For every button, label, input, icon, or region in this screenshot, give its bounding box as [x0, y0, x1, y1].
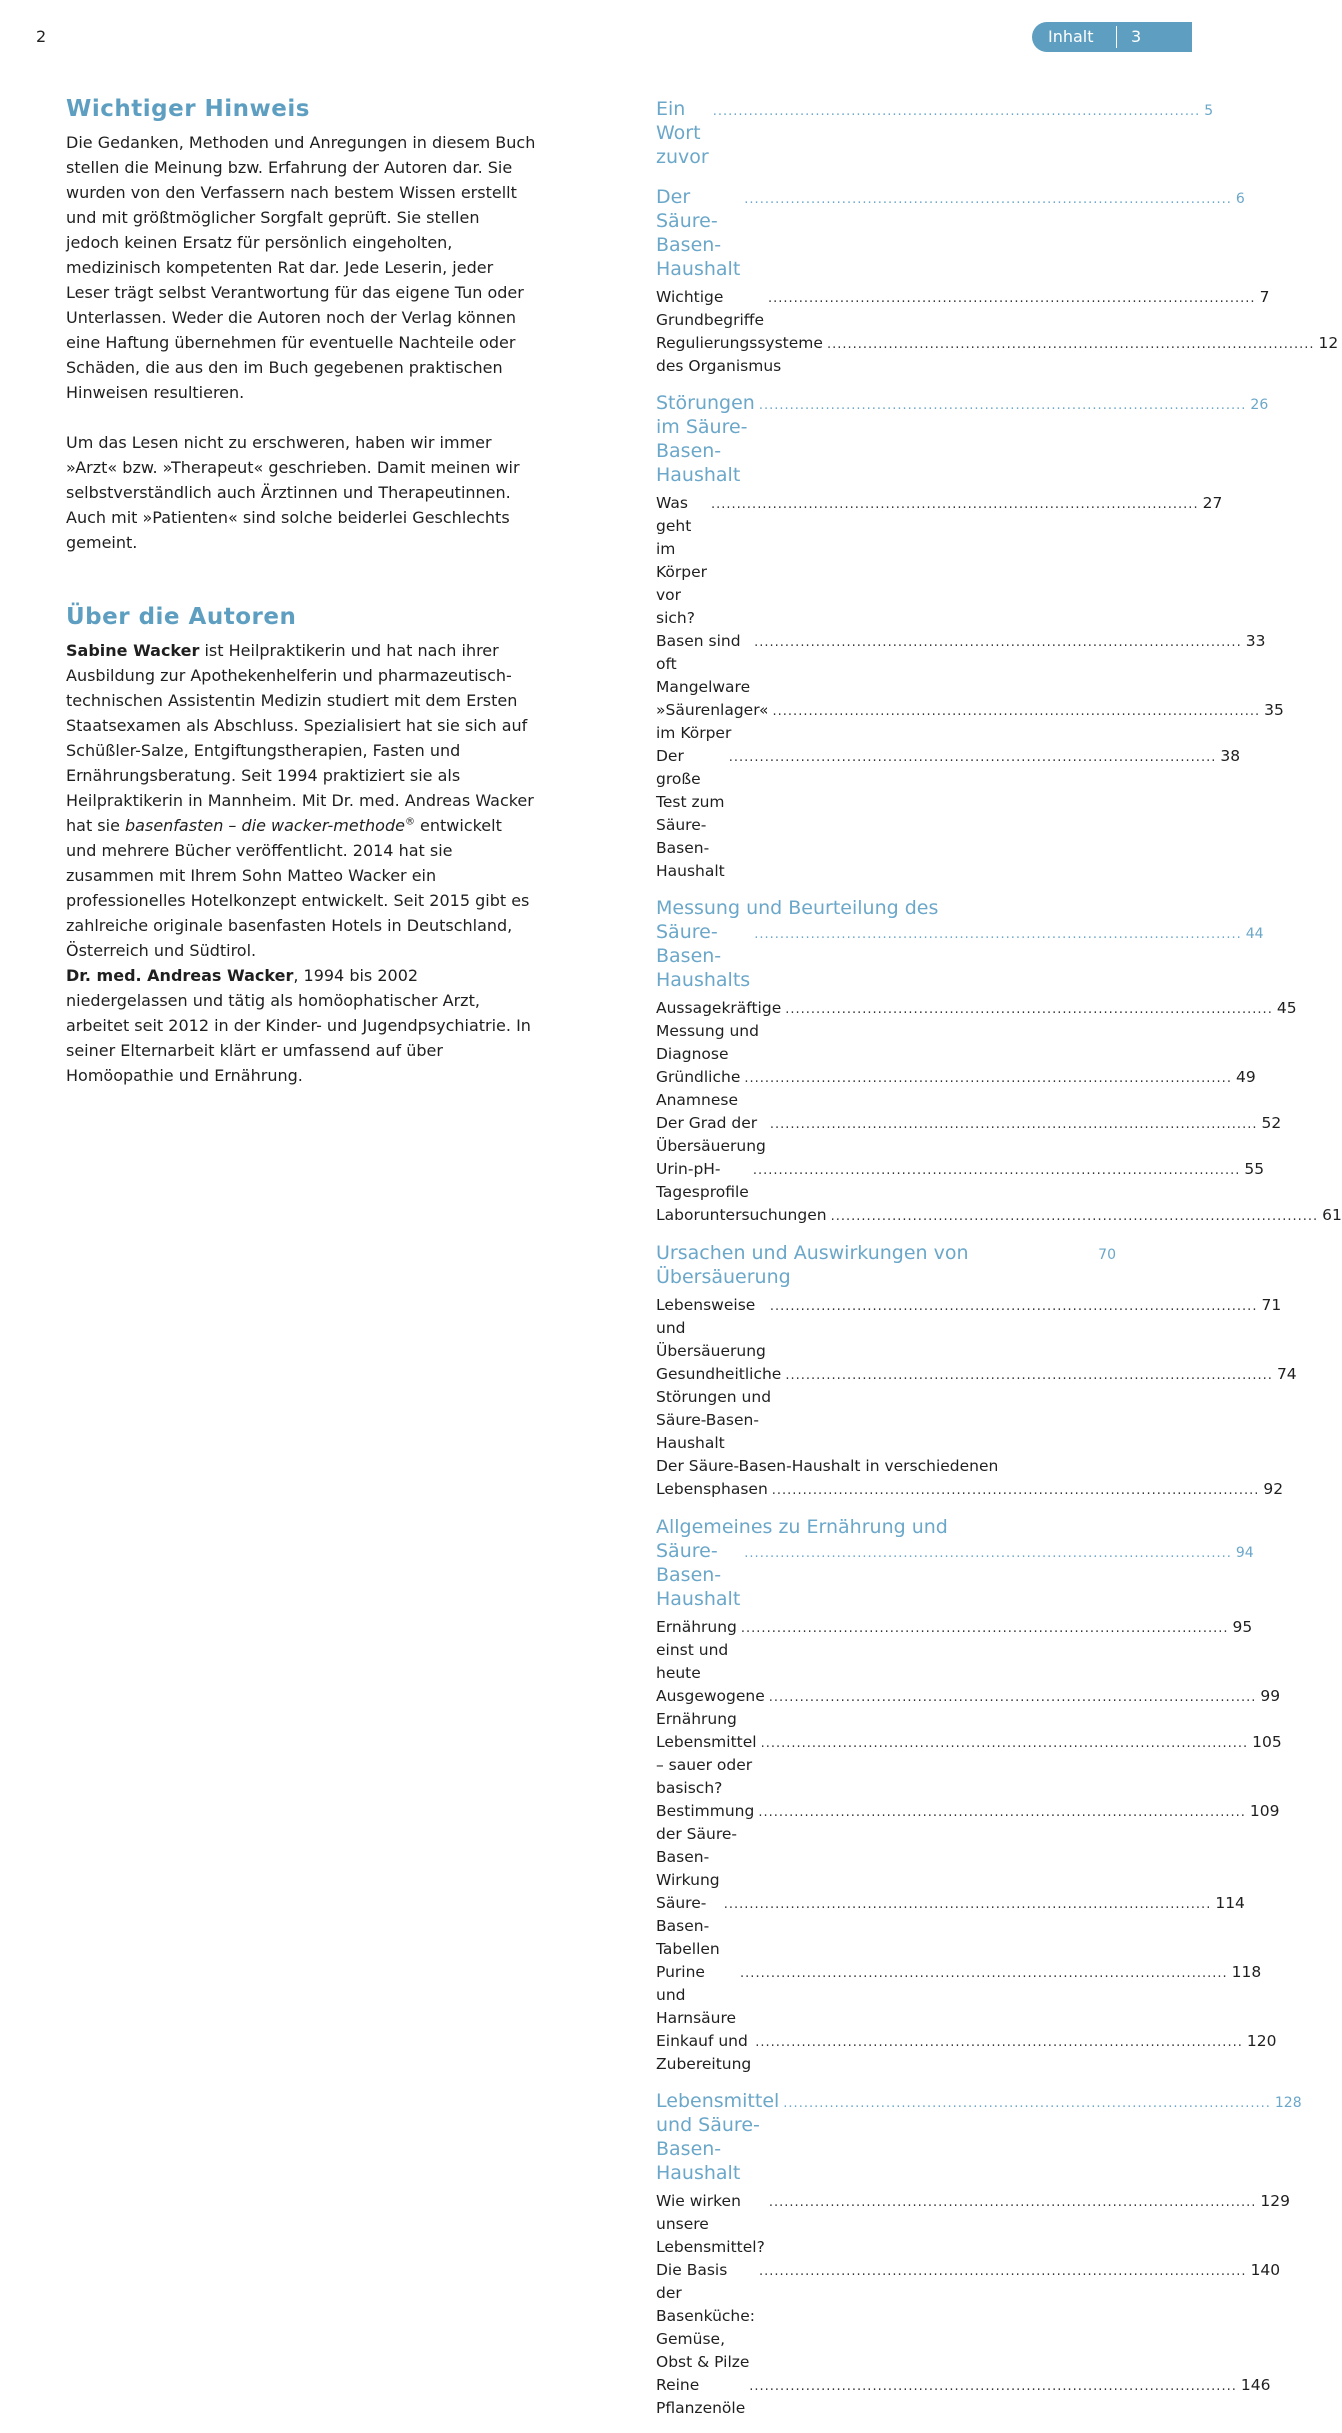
dot-leader: ...............................................................................................	[785, 1368, 1273, 1383]
dot-leader: ...............................................................................................	[758, 1805, 1246, 1820]
toc-entry[interactable]	[656, 286, 1270, 332]
dot-leader: ...............................................................................................	[740, 1621, 1229, 1636]
toc-entry-page: 120	[1246, 2032, 1277, 2050]
toc-entry-page: 146	[1240, 2376, 1271, 2394]
toc-entry-label: Was geht im Körper vor sich?	[656, 494, 707, 627]
toc-entry[interactable]	[656, 2259, 1281, 2374]
toc-section-2[interactable]	[656, 185, 1339, 378]
toc-entry[interactable]	[656, 1363, 1297, 1455]
toc-section-title-text: Säure-Basen-Haushalt	[656, 1540, 741, 1610]
table-of-contents	[656, 97, 1342, 2433]
toc-section-title	[656, 97, 1214, 169]
right-page-number: 3	[1131, 27, 1142, 46]
toc-section-7[interactable]	[656, 2089, 1302, 2420]
dot-leader: ...............................................................................................	[767, 291, 1256, 306]
toc-entry-page: 33	[1245, 632, 1266, 650]
dot-leader: ...............................................................................................	[758, 2264, 1247, 2279]
toc-entry[interactable]	[656, 1731, 1282, 1800]
dot-leader: ...............................................................................................	[723, 1897, 1212, 1912]
author-1-name: Sabine Wacker	[66, 641, 200, 660]
toc-entry-label: Wichtige Grundbegriffe	[656, 288, 764, 329]
toc-entry-label: Purine und Harnsäure	[656, 1963, 737, 2027]
toc-entry[interactable]	[656, 1066, 1256, 1112]
toc-entry-page: 114	[1215, 1894, 1245, 1912]
author-1-bio	[66, 638, 536, 963]
toc-section-title	[656, 2089, 1302, 2185]
toc-entry-label: Laboruntersuchungen	[656, 1206, 827, 1224]
dot-leader: ...............................................................................................	[749, 2379, 1237, 2394]
authors-heading: Über die Autoren	[66, 604, 297, 630]
dot-leader: ...............................................................................................	[744, 1071, 1232, 1086]
toc-entry[interactable]	[656, 2030, 1277, 2076]
toc-entry-label: Einkauf und Zubereitung	[656, 2032, 752, 2073]
toc-entry-page: 95	[1232, 1618, 1253, 1636]
toc-entry-label: Aussagekräftige Messung und Diagnose	[656, 999, 782, 1063]
toc-section-title-line-1: Messung und Beurteilung des	[656, 897, 939, 919]
dot-leader: ...............................................................................................	[711, 497, 1199, 512]
toc-entry-label: Lebensmittel – sauer oder basisch?	[656, 1733, 757, 1797]
toc-entry-label: »Säurenlager« im Körper	[656, 701, 769, 742]
toc-entry-page: 61	[1322, 1206, 1342, 1224]
author-1-brand: basenfasten – die wacker-methode	[125, 816, 405, 835]
toc-section-title	[656, 185, 1245, 281]
dot-leader: ...............................................................................................	[768, 1690, 1257, 1705]
toc-entry[interactable]	[656, 1204, 1342, 1228]
toc-section-5[interactable]	[656, 1241, 1297, 1502]
toc-section-page: 6	[1235, 191, 1245, 207]
dot-leader: ...............................................................................................	[754, 927, 1242, 942]
toc-entry-page: 52	[1261, 1114, 1282, 1132]
toc-entry[interactable]	[656, 1892, 1245, 1961]
chapter-tab	[1032, 22, 1192, 52]
author-2-text: , 1994 bis 2002 niedergelassen und tätig als homöophatischer Arzt, arbeitet seit 2012 in der Kinder- und Jugendpsychiatrie. In seiner Elternarbeit klärt er umfassend auf über Homöopathie und Ernährung.	[66, 966, 531, 1085]
toc-entry-page: 109	[1249, 1802, 1280, 1820]
toc-entry-label: Reine Pflanzenöle	[656, 2376, 746, 2417]
dot-leader: ...............................................................................................	[769, 1117, 1258, 1132]
toc-entry[interactable]	[656, 1800, 1280, 1892]
toc-entry-label: Säure-Basen-Tabellen	[656, 1894, 720, 1958]
toc-entry-label: Basen sind oft Mangelware	[656, 632, 751, 696]
toc-entry-label: Regulierungssysteme des Organismus	[656, 334, 823, 375]
toc-section-title-text: Ursachen und Auswirkungen von Übersäuerung	[656, 1242, 969, 1288]
dot-leader: ...............................................................................................	[826, 337, 1315, 352]
dot-leader: ...............................................................................................	[740, 1966, 1228, 1981]
toc-entry-page: 55	[1244, 1160, 1265, 1178]
toc-entry[interactable]	[656, 997, 1297, 1066]
toc-section-1[interactable]	[656, 97, 1214, 169]
toc-entry-label: Ernährung einst und heute	[656, 1618, 737, 1682]
toc-section-4[interactable]	[656, 896, 1342, 1228]
toc-entry-page: 49	[1235, 1068, 1256, 1086]
toc-entry[interactable]	[656, 1685, 1281, 1731]
toc-entry-label: Wie wirken unsere Lebensmittel?	[656, 2192, 765, 2256]
toc-entry-label: Urin-pH-Tagesprofile	[656, 1160, 749, 1201]
left-column	[66, 92, 536, 1088]
chapter-tab-label: Inhalt	[1048, 27, 1094, 46]
dot-leader: ...............................................................................................	[783, 2096, 1271, 2111]
dot-leader: ...............................................................................................	[752, 1163, 1241, 1178]
toc-entry-page: 7	[1259, 288, 1270, 306]
registered-mark: ®	[404, 816, 415, 828]
toc-entry-label: Lebensphasen	[656, 1480, 768, 1498]
toc-section-page: 5	[1204, 103, 1214, 119]
toc-section-page: 26	[1250, 397, 1269, 413]
toc-entry-label: Gesundheitliche Störungen und Säure-Basen-Haushalt	[656, 1365, 782, 1452]
toc-entry-page: 12	[1318, 334, 1339, 352]
toc-section-title-text: Säure-Basen-Haushalts	[656, 921, 751, 991]
toc-entry-page: 99	[1260, 1687, 1281, 1705]
toc-entry-page: 71	[1261, 1296, 1282, 1314]
notice-heading: Wichtiger Hinweis	[66, 96, 310, 122]
toc-entry-page: 105	[1252, 1733, 1282, 1751]
toc-entry-label: Der große Test zum Säure-Basen-Haushalt	[656, 747, 725, 880]
toc-entry[interactable]	[656, 2190, 1290, 2259]
dot-leader: ...............................................................................................	[760, 1736, 1249, 1751]
toc-entry-label: Lebensweise und Übersäuerung	[656, 1296, 766, 1360]
toc-entry[interactable]	[656, 332, 1339, 378]
toc-entry-label: Gründliche Anamnese	[656, 1068, 741, 1109]
toc-section-title	[656, 1241, 1116, 1289]
toc-entry-label: Ausgewogene Ernährung	[656, 1687, 765, 1728]
toc-section-title-text: Lebensmittel und Säure-Basen-Haushalt	[656, 2090, 780, 2184]
toc-entry-label: Bestimmung der Säure-Basen-Wirkung	[656, 1802, 755, 1889]
toc-entry-page: 140	[1250, 2261, 1281, 2279]
author-2-name: Dr. med. Andreas Wacker	[66, 966, 294, 985]
dot-leader: ...............................................................................................	[712, 104, 1201, 119]
toc-entry-page: 118	[1231, 1963, 1262, 1981]
notice-paragraph-1: Die Gedanken, Methoden und Anregungen in diesem Buch stellen die Meinung bzw. Erfahrung der Autoren dar. Sie wurden von den Verfassern nach bestem Wissen erstellt und mit größtmöglicher Sorgfalt geprüft. Sie stellen jedoch keinen Ersatz für persönlich eingeholten, medizinisch kompetenten Rat dar. Jede Leserin, jeder Leser trägt selbst Verantwortung für das eigene Tun oder Unterlassen. Weder die Autoren noch der Verlag können eine Haftung übernehmen für eventuelle Nachteile oder Schäden, die aus den im Buch gegebenen praktischen Hinweisen resultieren.	[66, 133, 536, 402]
toc-entry-page: 129	[1260, 2192, 1290, 2210]
toc-section-title-text: Störungen im Säure-Basen-Haushalt	[656, 392, 755, 486]
left-page-number: 2	[36, 27, 47, 46]
dot-leader: ...............................................................................................	[772, 704, 1261, 719]
dot-leader: ...............................................................................................	[785, 1002, 1273, 1017]
toc-entry[interactable]	[656, 745, 1241, 883]
toc-entry[interactable]	[656, 1112, 1282, 1158]
author-1-text-2: entwickelt und mehrere Bücher veröffentlicht. 2014 hat sie zusammen mit Ihrem Sohn Matteo Wacker ein professionelles Hotelkonzept entwickelt. Seit 2015 gibt es zahlreiche originale basenfasten Hotels in Deutschland, Österreich und Südtirol.	[66, 816, 530, 960]
toc-section-page: 44	[1245, 926, 1264, 942]
toc-entry[interactable]	[656, 1616, 1253, 1685]
author-1-text-1: ist Heilpraktikerin und hat nach ihrer Ausbildung zur Apothekenhelferin und pharmazeutisch-technischen Assistentin Medizin studiert mit dem Ersten Staatsexamen als Abschluss. Spezialisiert hat sie sich auf Schüßler-Salze, Entgiftungstherapien, Fasten und Ernährungsberatung. Seit 1994 praktiziert sie als Heilpraktikerin in Mannheim. Mit Dr. med. Andreas Wacker hat sie	[66, 641, 534, 835]
toc-entry[interactable]	[656, 630, 1266, 699]
dot-leader: ...............................................................................................	[744, 1546, 1232, 1561]
toc-entry-page: 27	[1202, 494, 1223, 512]
dot-leader: ...............................................................................................	[728, 750, 1217, 765]
toc-entry-page: 38	[1220, 747, 1241, 765]
toc-section-3[interactable]	[656, 391, 1284, 883]
dot-leader: ...............................................................................................	[754, 635, 1242, 650]
toc-section-page: 128	[1274, 2095, 1302, 2111]
toc-entry-label: Die Basis der Basenküche: Gemüse, Obst & Pilze	[656, 2261, 755, 2371]
toc-section-title-line-1: Allgemeines zu Ernährung und	[656, 1516, 948, 1538]
toc-entry[interactable]	[656, 2374, 1271, 2420]
dot-leader: ...............................................................................................	[771, 1483, 1260, 1498]
tab-divider	[1116, 26, 1117, 48]
author-2-bio	[66, 963, 536, 1088]
toc-section-title	[656, 1539, 1254, 1611]
toc-entry[interactable]	[656, 1961, 1262, 2030]
toc-section-6[interactable]	[656, 1515, 1282, 2076]
toc-entry[interactable]	[656, 492, 1223, 630]
toc-entry[interactable]	[656, 1294, 1282, 1363]
toc-entry[interactable]	[656, 699, 1284, 745]
toc-entry-page: 35	[1264, 701, 1284, 719]
dot-leader: ...............................................................................................	[755, 2035, 1243, 2050]
notice-paragraph-2: Um das Lesen nicht zu erschweren, haben wir immer »Arzt« bzw. »Therapeut« geschrieben. Damit meinen wir selbstverständlich auch Ärztinnen und Therapeutinnen. Auch mit »Patienten« sind solche beiderlei Geschlechts gemeint.	[66, 433, 520, 552]
toc-entry[interactable]	[656, 1478, 1284, 1502]
toc-section-title	[656, 920, 1264, 992]
toc-entry[interactable]	[656, 1158, 1265, 1204]
toc-entry-page: 74	[1276, 1365, 1297, 1383]
toc-entry-page: 45	[1276, 999, 1297, 1017]
toc-entry-page: 92	[1263, 1480, 1284, 1498]
toc-section-title-text: Der Säure-Basen-Haushalt	[656, 186, 741, 280]
toc-section-page: 94	[1235, 1545, 1254, 1561]
toc-entry-label: Der Grad der Übersäuerung	[656, 1114, 766, 1155]
dot-leader: ...............................................................................................	[744, 192, 1232, 207]
dot-leader: ...............................................................................................	[768, 2195, 1257, 2210]
toc-section-title-text: Ein Wort zuvor	[656, 98, 709, 168]
dot-leader: ...............................................................................................	[830, 1209, 1319, 1224]
toc-entry-label-line-1[interactable]: Der Säure-Basen-Haushalt in verschiedenen	[656, 1457, 999, 1475]
toc-section-page: 70	[1098, 1247, 1116, 1263]
dot-leader: ...............................................................................................	[758, 398, 1247, 413]
dot-leader: ...............................................................................................	[769, 1299, 1258, 1314]
toc-section-title	[656, 391, 1269, 487]
